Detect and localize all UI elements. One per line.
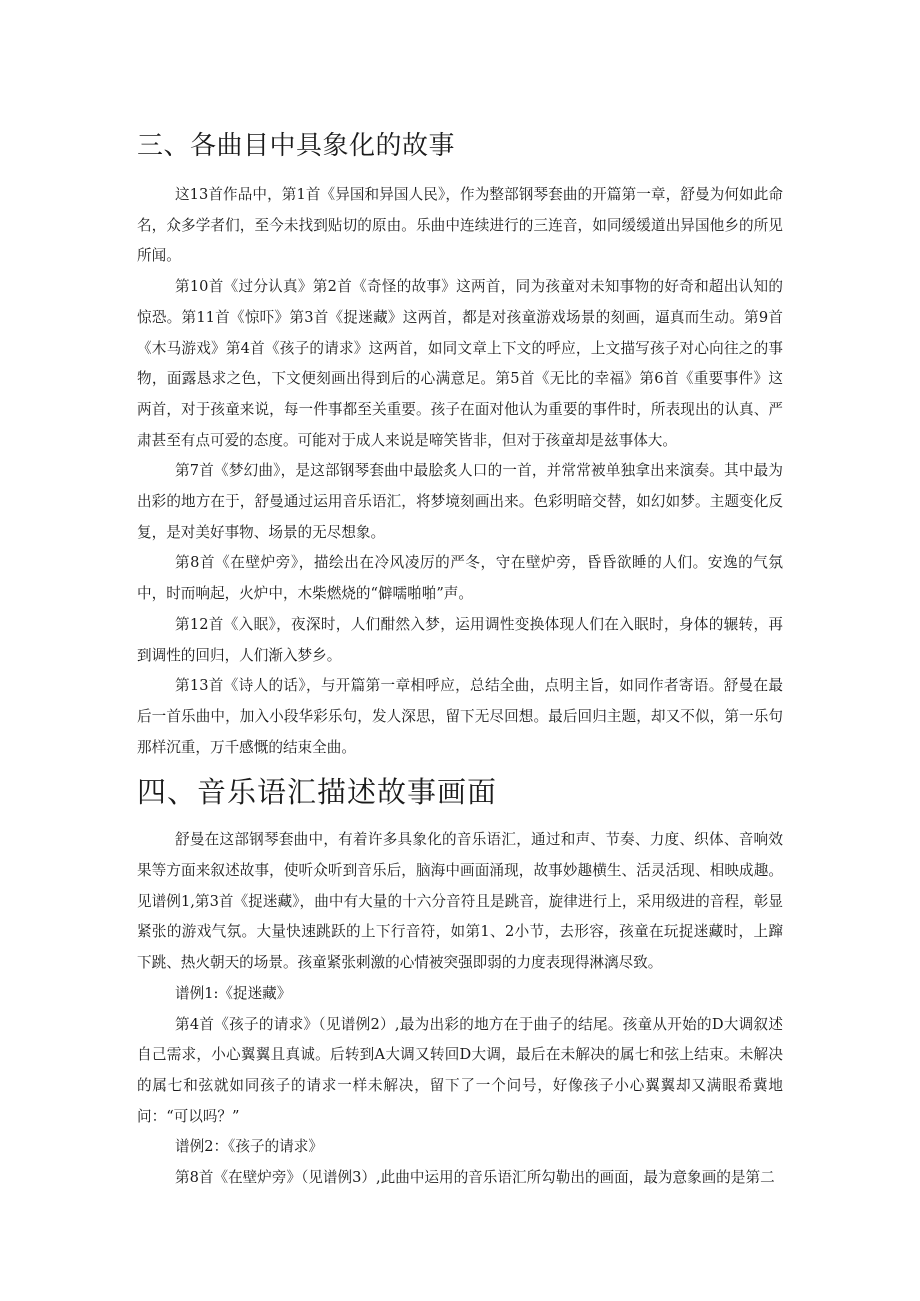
paragraph: 第12首《入眠》，夜深时，人们酣然入梦，运用调性变换体现人们在入眠时，身体的辗转，再到调性的回归，人们渐入梦乡。 <box>137 615 783 664</box>
figure-caption: 谱例1:《捉迷藏》 <box>175 984 292 1002</box>
paragraph: 第8首《在壁炉旁》（见谱例3）,此曲中运用的音乐语汇所勾勒出的画面，最为意象画的是第二 <box>175 1169 775 1187</box>
paragraph: 这13首作品中，第1首《异国和异国人民》，作为整部钢琴套曲的开篇第一章，舒曼为何如此命名，众多学者们，至今未找到贴切的原由。乐曲中连续进行的三连音，如同缓缓道出异国他乡的所见所闻。 <box>137 186 783 265</box>
paragraph: 第8首《在壁炉旁》，描绘出在冷风凌厉的严冬，守在壁炉旁，昏昏欲睡的人们。安逸的气氛中，时而响起，火炉中，木柴燃烧的“僻嚅啪啪”声。 <box>137 554 783 603</box>
paragraph: 第10首《过分认真》第2首《奇怪的故事》这两首，同为孩童对未知事物的好奇和超出认知的惊恐。第11首《惊吓》第3首《捉迷藏》这两首，都是对孩童游戏场景的刻画，逼真而生动。第9首《木马游戏》第4首《孩子的请求》这两首，如同文章上下文的呼应，上文描写孩子对心向往之的事物，面露恳求之色，下文便刻画出得到后的心满意足。第5首《无比的幸福》第6首《重要事件》这两首，对于孩童来说，每一件事都至关重要。孩子在面对他认为重要的事件时，所表现出的认真、严肃甚至有点可爱的态度。可能对于成人来说是啼笑皆非，但对于孩童却是兹事体大。 <box>137 278 783 449</box>
paragraph: 第13首《诗人的话》，与开篇第一章相呼应，总结全曲，点明主旨，如同作者寄语。舒曼在最后一首乐曲中，加入小段华彩乐句，发人深思，留下无尽回想。最后回归主题，却又不似，第一乐句那样沉重，万千感慨的结束全曲。 <box>137 677 783 756</box>
section-heading-4: 四、音乐语汇描述故事画面 <box>137 775 498 810</box>
paragraph: 舒曼在这部钢琴套曲中，有着许多具象化的音乐语汇，通过和声、节奏、力度、织体、音响效果等方面来叙述故事，使听众听到音乐后，脑海中画面涌现，故事妙趣横生、活灵活现、相映成趣。见谱例1,第3首《捉迷藏》，曲中有大量的十六分音符且是跳音，旋律进行上，采用级进的音程，彰显紧张的游戏气氛。大量快速跳跃的上下行音符，如第1、2小节，去形容，孩童在玩捉迷藏时，上蹿下跳、热火朝天的场景。孩童紧张刺激的心情被突强即弱的力度表现得淋漓尽致。 <box>137 831 783 972</box>
document-page <box>137 118 783 1194</box>
figure-caption: 谱例2：《孩子的请求》 <box>175 1138 323 1156</box>
section-heading-3: 三、各曲目中具象化的故事 <box>137 131 456 161</box>
paragraph: 第4首《孩子的请求》（见谱例2）,最为出彩的地方在于曲子的结尾。孩童从开始的D大调叙述自己需求，小心翼翼且真诚。后转到A大调又转回D大调，最后在未解决的属七和弦上结束。未解决的属七和弦就如同孩子的请求一样未解决，留下了一个问号，好像孩子小心翼翼却又满眼希冀地问：“可以吗？” <box>137 1015 783 1125</box>
paragraph: 第7首《梦幻曲》，是这部钢琴套曲中最脍炙人口的一首，并常常被单独拿出来演奏。其中最为出彩的地方在于，舒曼通过运用音乐语汇，将梦境刻画出来。色彩明暗交替，如幻如梦。主题变化反复，是对美好事物、场景的无尽想象。 <box>137 462 783 541</box>
